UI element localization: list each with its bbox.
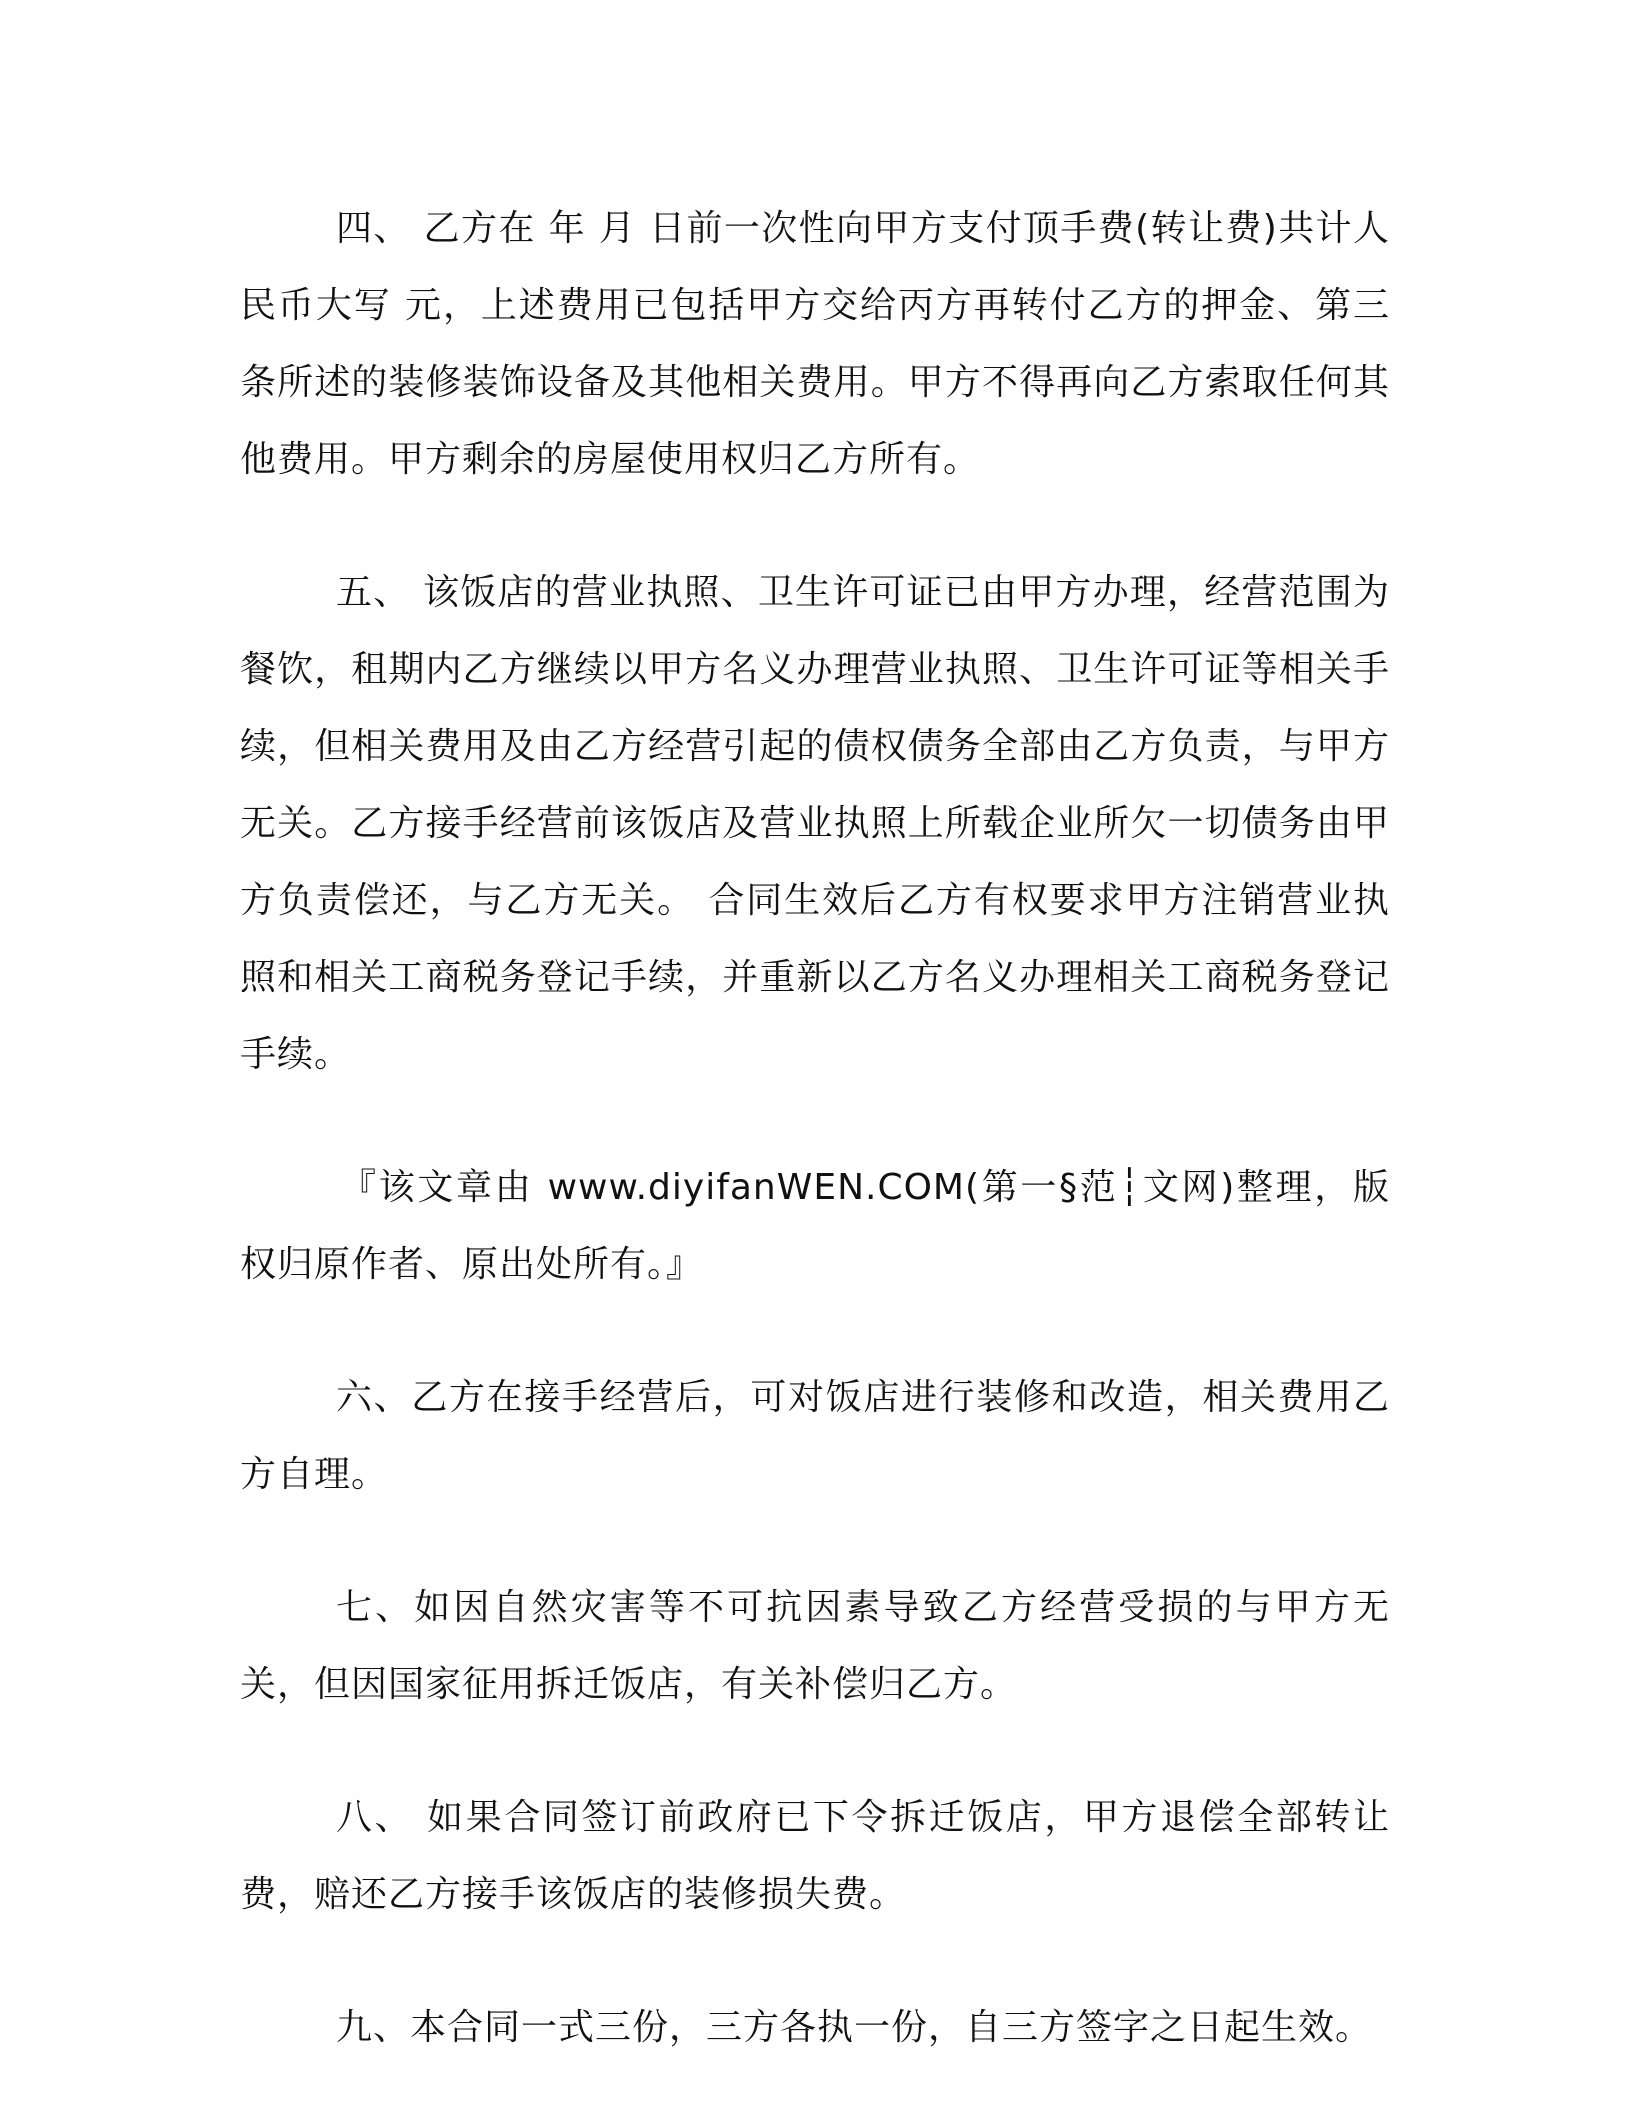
document-page <box>240 190 1390 2122</box>
clause-9-paragraph: 九、本合同一式三份，三方各执一份，自三方签字之日起生效。 <box>336 2007 1373 2048</box>
clause-8-paragraph: 八、 如果合同签订前政府已下令拆迁饭店，甲方退偿全部转让费，赔还乙方接手该饭店的装修损失费。 <box>240 1797 1390 1915</box>
clause-5-paragraph: 五、 该饭店的营业执照、卫生许可证已由甲方办理，经营范围为餐饮，租期内乙方继续以甲方名义办理营业执照、卫生许可证等相关手续，但相关费用及由乙方经营引起的债权债务全部由乙方负责，与甲方无关。乙方接手经营前该饭店及营业执照上所载企业所欠一切债务由甲方负责偿还，与乙方无关。 合同生效后乙方有权要求甲方注销营业执照和相关工商税务登记手续，并重新以乙方名义办理相关工商税务登记手续。 <box>240 572 1390 1075</box>
copyright-notice: 『该文章由 www.diyifanWEN.COM(第一§范┆文网)整理，版权归原作者、原出处所有。』 <box>240 1167 1390 1285</box>
clause-6-paragraph: 六、乙方在接手经营后，可对饭店进行装修和改造，相关费用乙方自理。 <box>240 1377 1390 1495</box>
clause-4-paragraph: 四、 乙方在 年 月 日前一次性向甲方支付顶手费(转让费)共计人民币大写 元，上述费用已包括甲方交给丙方再转付乙方的押金、第三条所述的装修装饰设备及其他相关费用。甲方不得再向乙方索取任何其他费用。甲方剩余的房屋使用权归乙方所有。 <box>240 208 1390 480</box>
clause-7-paragraph: 七、如因自然灾害等不可抗因素导致乙方经营受损的与甲方无关，但因国家征用拆迁饭店，有关补偿归乙方。 <box>240 1587 1390 1705</box>
